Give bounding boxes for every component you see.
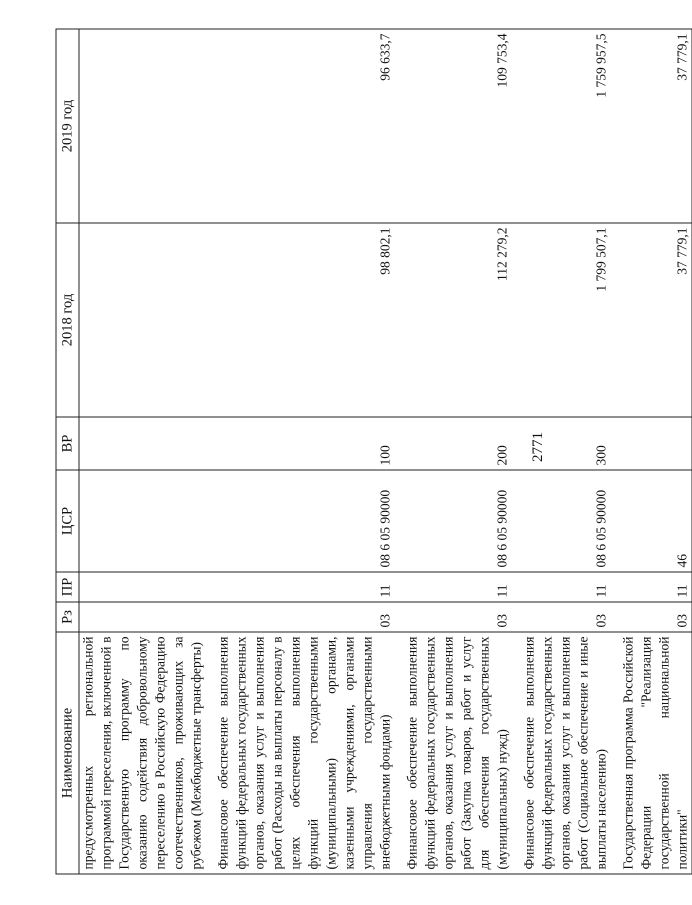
page-number: 2771: [530, 432, 546, 462]
header-name: Наименование: [56, 632, 79, 874]
row-2019: 1 759 957,5: [511, 29, 610, 223]
row-pr: 11: [394, 572, 511, 602]
row-csr: 46: [610, 470, 692, 572]
header-row: [56, 29, 79, 874]
row-name: Финансовое обеспечение выполнения функций федеральных государственных органов, оказания услуг и выполнения работ (Социальное обеспечение и иные выплаты населению): [511, 632, 610, 874]
row-2018: 1 799 507,1: [511, 223, 610, 417]
row-vr: [79, 417, 206, 470]
row-name: Финансовое обеспечение выполнения функций федеральных государственных органов, оказания услуг и выполнения работ (Закупка товаров, работ и услуг для обеспечения государственных (муниципальных) нужд): [394, 632, 511, 874]
row-csr: 08 6 05 90000: [205, 470, 394, 572]
header-rz: Рз: [56, 602, 79, 632]
row-2018: 37 779,1: [610, 223, 692, 417]
header-csr: ЦСР: [56, 470, 79, 572]
row-pr: 11: [610, 572, 692, 602]
row-csr: [79, 470, 206, 572]
row-pr: 11: [205, 572, 394, 602]
row-rz: 03: [394, 602, 511, 632]
table-row: [394, 29, 511, 874]
row-rz: [79, 602, 206, 632]
row-2018: 98 802,1: [205, 223, 394, 417]
header-vr: ВР: [56, 417, 79, 470]
table-row: [511, 29, 610, 874]
row-2019: 109 753,4: [394, 29, 511, 223]
row-rz: 03: [610, 602, 692, 632]
row-2018: [79, 223, 206, 417]
row-vr: 300: [511, 417, 610, 470]
header-2018: 2018 год: [56, 223, 79, 417]
row-2019: [79, 29, 206, 223]
row-rz: 03: [205, 602, 394, 632]
table-row: [610, 29, 692, 874]
row-name: Финансовое обеспечение выполнения функций федеральных государственных органов, оказания услуг и выполнения работ (Расходы на выплаты персоналу в целях обеспечения выполнения функций государственными (муниципальными) органами, казенными учреждениями, органами управления государственными внебюджетными фондами): [205, 632, 394, 874]
row-name: Государственная программа Российской Федерации "Реализация государственной национальной политики": [610, 632, 692, 874]
row-rz: 03: [511, 602, 610, 632]
budget-table: [55, 29, 692, 875]
row-csr: 08 6 05 90000: [511, 470, 610, 572]
header-2019: 2019 год: [56, 29, 79, 223]
row-2019: 96 633,7: [205, 29, 394, 223]
header-pr: ПР: [56, 572, 79, 602]
row-csr: 08 6 05 90000: [394, 470, 511, 572]
row-vr: 200: [394, 417, 511, 470]
table-row: [79, 29, 206, 874]
table-row: [205, 29, 394, 874]
row-vr: 100: [205, 417, 394, 470]
row-name: предусмотренных региональной программой переселения, включенной в Государственную программу по оказанию содействия добровольному переселению в Российскую Федерацию соотечественников, проживающих за рубежом (Межбюджетные трансферты): [79, 632, 206, 874]
row-pr: [79, 572, 206, 602]
rotated-table-container: [55, 30, 689, 875]
row-vr: [610, 417, 692, 470]
row-2019: 37 779,1: [610, 29, 692, 223]
row-pr: 11: [511, 572, 610, 602]
row-2018: 112 279,2: [394, 223, 511, 417]
